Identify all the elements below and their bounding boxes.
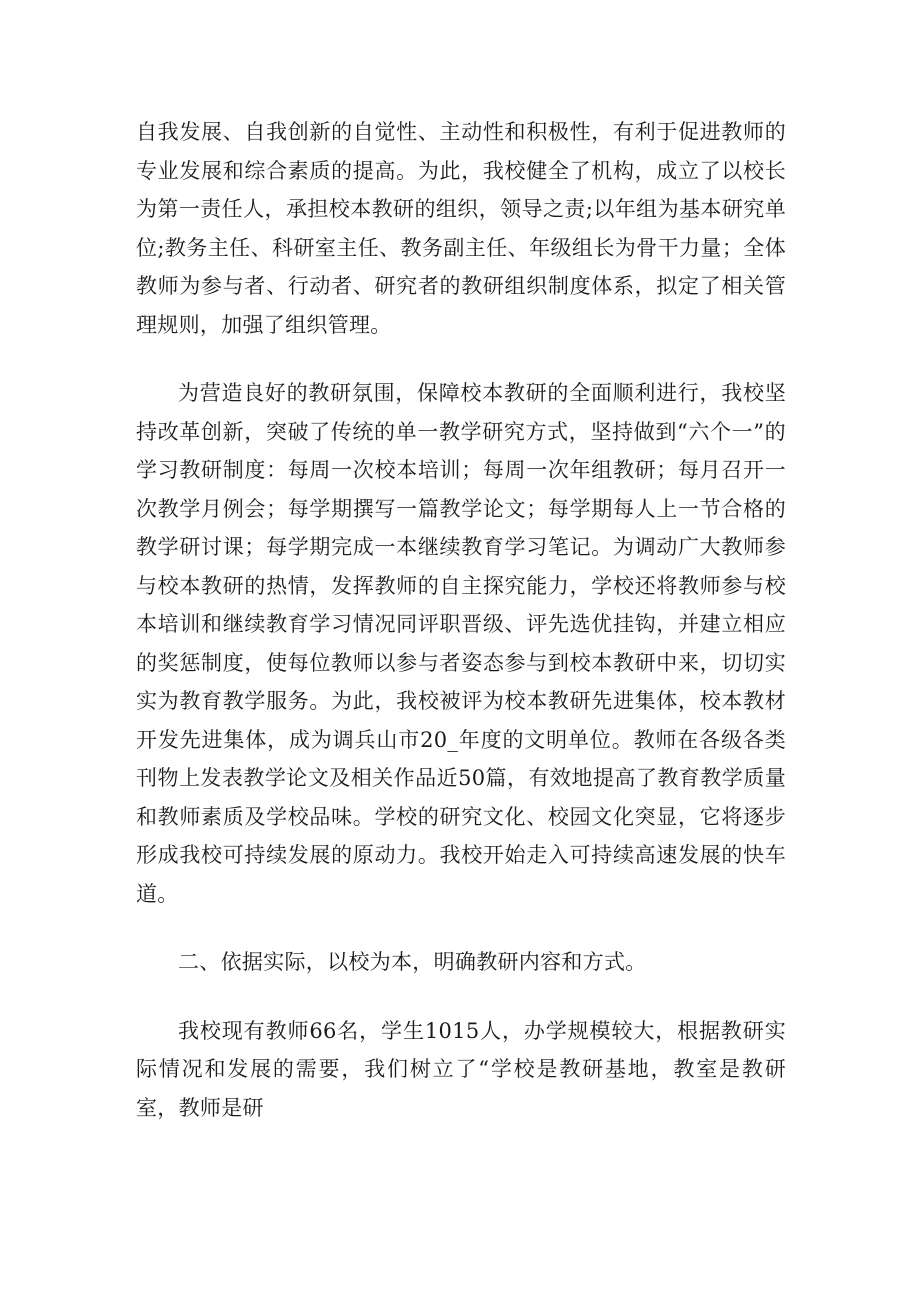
paragraph-gap <box>136 913 786 943</box>
section-heading: 二、依据实际，以校为本，明确教研内容和方式。 <box>178 950 647 974</box>
document-body <box>136 113 786 1127</box>
paragraph-gap <box>136 982 786 1012</box>
paragraph-1: 自我发展、自我创新的自觉性、主动性和积极性，有利于促进教师的专业发展和综合素质的提高。为此，我校健全了机构，成立了以校长为第一责任人，承担校本教研的组织，领导之责;以年组为基本研究单位;教务主任、科研室主任、教务副主任、年级组长为骨干力量；全体教师为参与者、行动者、研究者的教研组织制度体系，拟定了相关管理规则，加强了组织管理。 <box>136 120 786 337</box>
paragraph-2: 为营造良好的教研氛围，保障校本教研的全面顺利进行，我校坚持改革创新，突破了传统的单一教学研究方式，坚持做到“六个一”的学习教研制度：每周一次校本培训；每周一次年组教研；每月召开一次教学月例会；每学期撰写一篇教学论文；每学期每人上一节合格的教学研讨课；每学期完成一本继续教育学习笔记。为调动广大教师参与校本教研的热情，发挥教师的自主探究能力，学校还将教师参与校本培训和继续教育学习情况同评职晋级、评先选优挂钩，并建立相应的奖惩制度，使每位教师以参与者姿态参与到校本教研中来，切切实实为教育教学服务。为此，我校被评为校本教研先进集体，校本教材开发先进集体，成为调兵山市20_年度的文明单位。教师在各级各类刊物上发表教学论文及相关作品近50篇，有效地提高了教育教学质量和教师素质及学校品味。学校的研究文化、校园文化突显，它将逐步形成我校可持续发展的原动力。我校开始走入可持续高速发展的快车道。 <box>136 381 786 906</box>
paragraph-3: 我校现有教师66名，学生1015人，办学规模较大，根据教研实际情况和发展的需要，我们树立了“学校是教研基地，教室是教研室，教师是研 <box>136 1018 786 1120</box>
paragraph-gap <box>136 344 786 374</box>
